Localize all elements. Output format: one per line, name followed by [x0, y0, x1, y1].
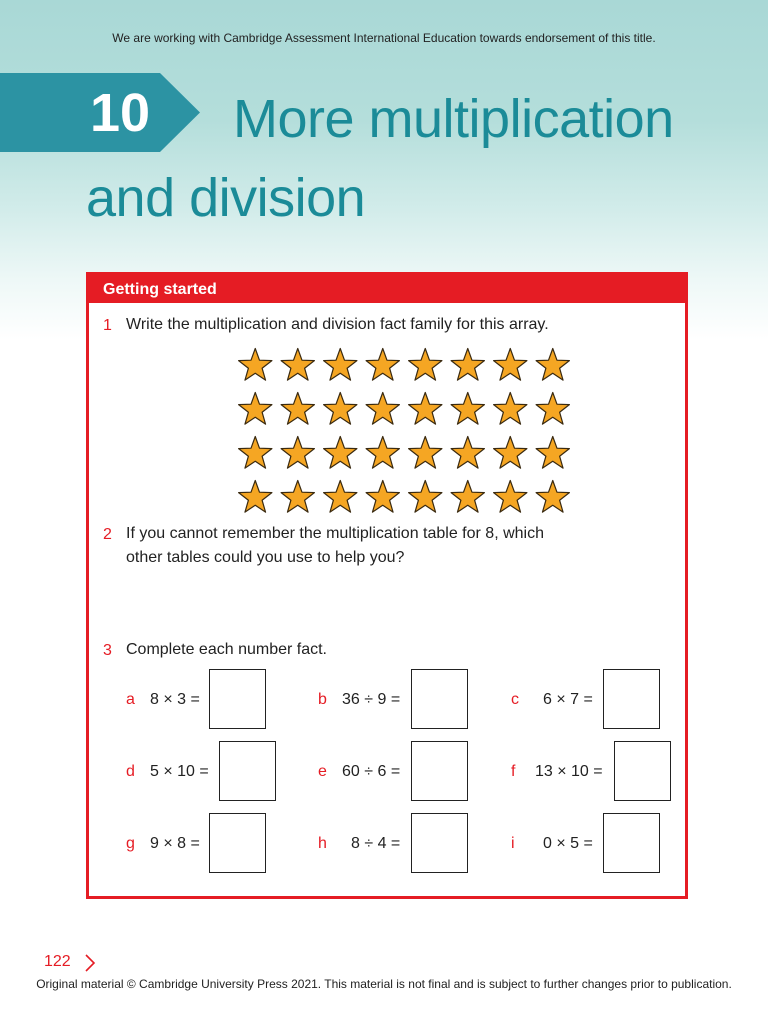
question-3-text: Complete each number fact.	[126, 641, 327, 658]
chapter-title: More multiplication and division	[86, 89, 674, 228]
part-g-fact: 9 × 8 =	[150, 835, 200, 852]
chevron-right-icon	[84, 953, 96, 973]
part-c-answer-box[interactable]	[603, 669, 660, 729]
part-a-fact: 8 × 3 =	[150, 691, 200, 708]
star-icon	[494, 437, 527, 469]
part-d-answer-box[interactable]	[219, 741, 276, 801]
star-icon	[239, 481, 272, 513]
star-icon	[409, 481, 442, 513]
star-array	[234, 343, 574, 519]
part-g-letter: g	[126, 835, 135, 852]
part-i-letter: i	[511, 835, 515, 852]
star-icon	[239, 393, 272, 425]
question-2-text: If you cannot remember the multiplication table for 8, which other tables could you use to help you?	[126, 525, 544, 566]
star-icon	[324, 437, 357, 469]
part-b-fact: 36 ÷ 9 =	[342, 691, 401, 708]
star-icon	[324, 349, 357, 381]
part-a-answer-box[interactable]	[209, 669, 266, 729]
part-d-letter: d	[126, 763, 135, 780]
part-c-letter: c	[511, 691, 519, 708]
star-icon	[366, 393, 399, 425]
question-1-number: 1	[103, 317, 112, 334]
part-b-answer-box[interactable]	[411, 669, 468, 729]
star-icon	[366, 481, 399, 513]
star-icon	[281, 349, 314, 381]
star-icon	[536, 481, 569, 513]
part-h-fact: 8 ÷ 4 =	[351, 835, 401, 852]
question-2-number: 2	[103, 526, 112, 543]
part-d-fact: 5 × 10 =	[150, 763, 209, 780]
star-icon	[451, 437, 484, 469]
star-icon	[494, 393, 527, 425]
star-icon	[536, 393, 569, 425]
question-3-number: 3	[103, 642, 112, 659]
star-icon	[494, 481, 527, 513]
star-icon	[409, 349, 442, 381]
star-icon	[366, 437, 399, 469]
part-e-answer-box[interactable]	[411, 741, 468, 801]
part-a-letter: a	[126, 691, 135, 708]
part-f-letter: f	[511, 763, 516, 780]
part-e-letter: e	[318, 763, 327, 780]
section-header: Getting started	[89, 275, 685, 303]
part-g-answer-box[interactable]	[209, 813, 266, 873]
part-i-answer-box[interactable]	[603, 813, 660, 873]
part-c-fact: 6 × 7 =	[543, 691, 593, 708]
getting-started-panel	[86, 272, 688, 899]
part-h-letter: h	[318, 835, 327, 852]
star-icon	[366, 349, 399, 381]
star-icon	[281, 481, 314, 513]
star-icon	[324, 393, 357, 425]
chapter-number: 10	[89, 83, 151, 143]
star-icon	[536, 437, 569, 469]
page-number: 122	[44, 953, 71, 970]
star-icon	[239, 349, 272, 381]
endorsement-note: We are working with Cambridge Assessment International Education towards endorsement of this title.	[112, 31, 656, 45]
part-b-letter: b	[318, 691, 327, 708]
part-i-fact: 0 × 5 =	[543, 835, 593, 852]
star-icon	[239, 437, 272, 469]
star-icon	[451, 349, 484, 381]
part-e-fact: 60 ÷ 6 =	[342, 763, 401, 780]
star-icon	[494, 349, 527, 381]
star-icon	[409, 393, 442, 425]
star-icon	[281, 437, 314, 469]
star-icon	[324, 481, 357, 513]
footer-note: Original material © Cambridge University Press 2021. This material is not final and is subject to further changes prior to publication.	[36, 977, 732, 991]
star-icon	[281, 393, 314, 425]
question-1-text: Write the multiplication and division fact family for this array.	[126, 316, 549, 333]
part-h-answer-box[interactable]	[411, 813, 468, 873]
star-icon	[536, 349, 569, 381]
star-icon	[451, 393, 484, 425]
part-f-fact: 13 × 10 =	[535, 763, 603, 780]
star-icon	[451, 481, 484, 513]
part-f-answer-box[interactable]	[614, 741, 671, 801]
star-icon	[409, 437, 442, 469]
